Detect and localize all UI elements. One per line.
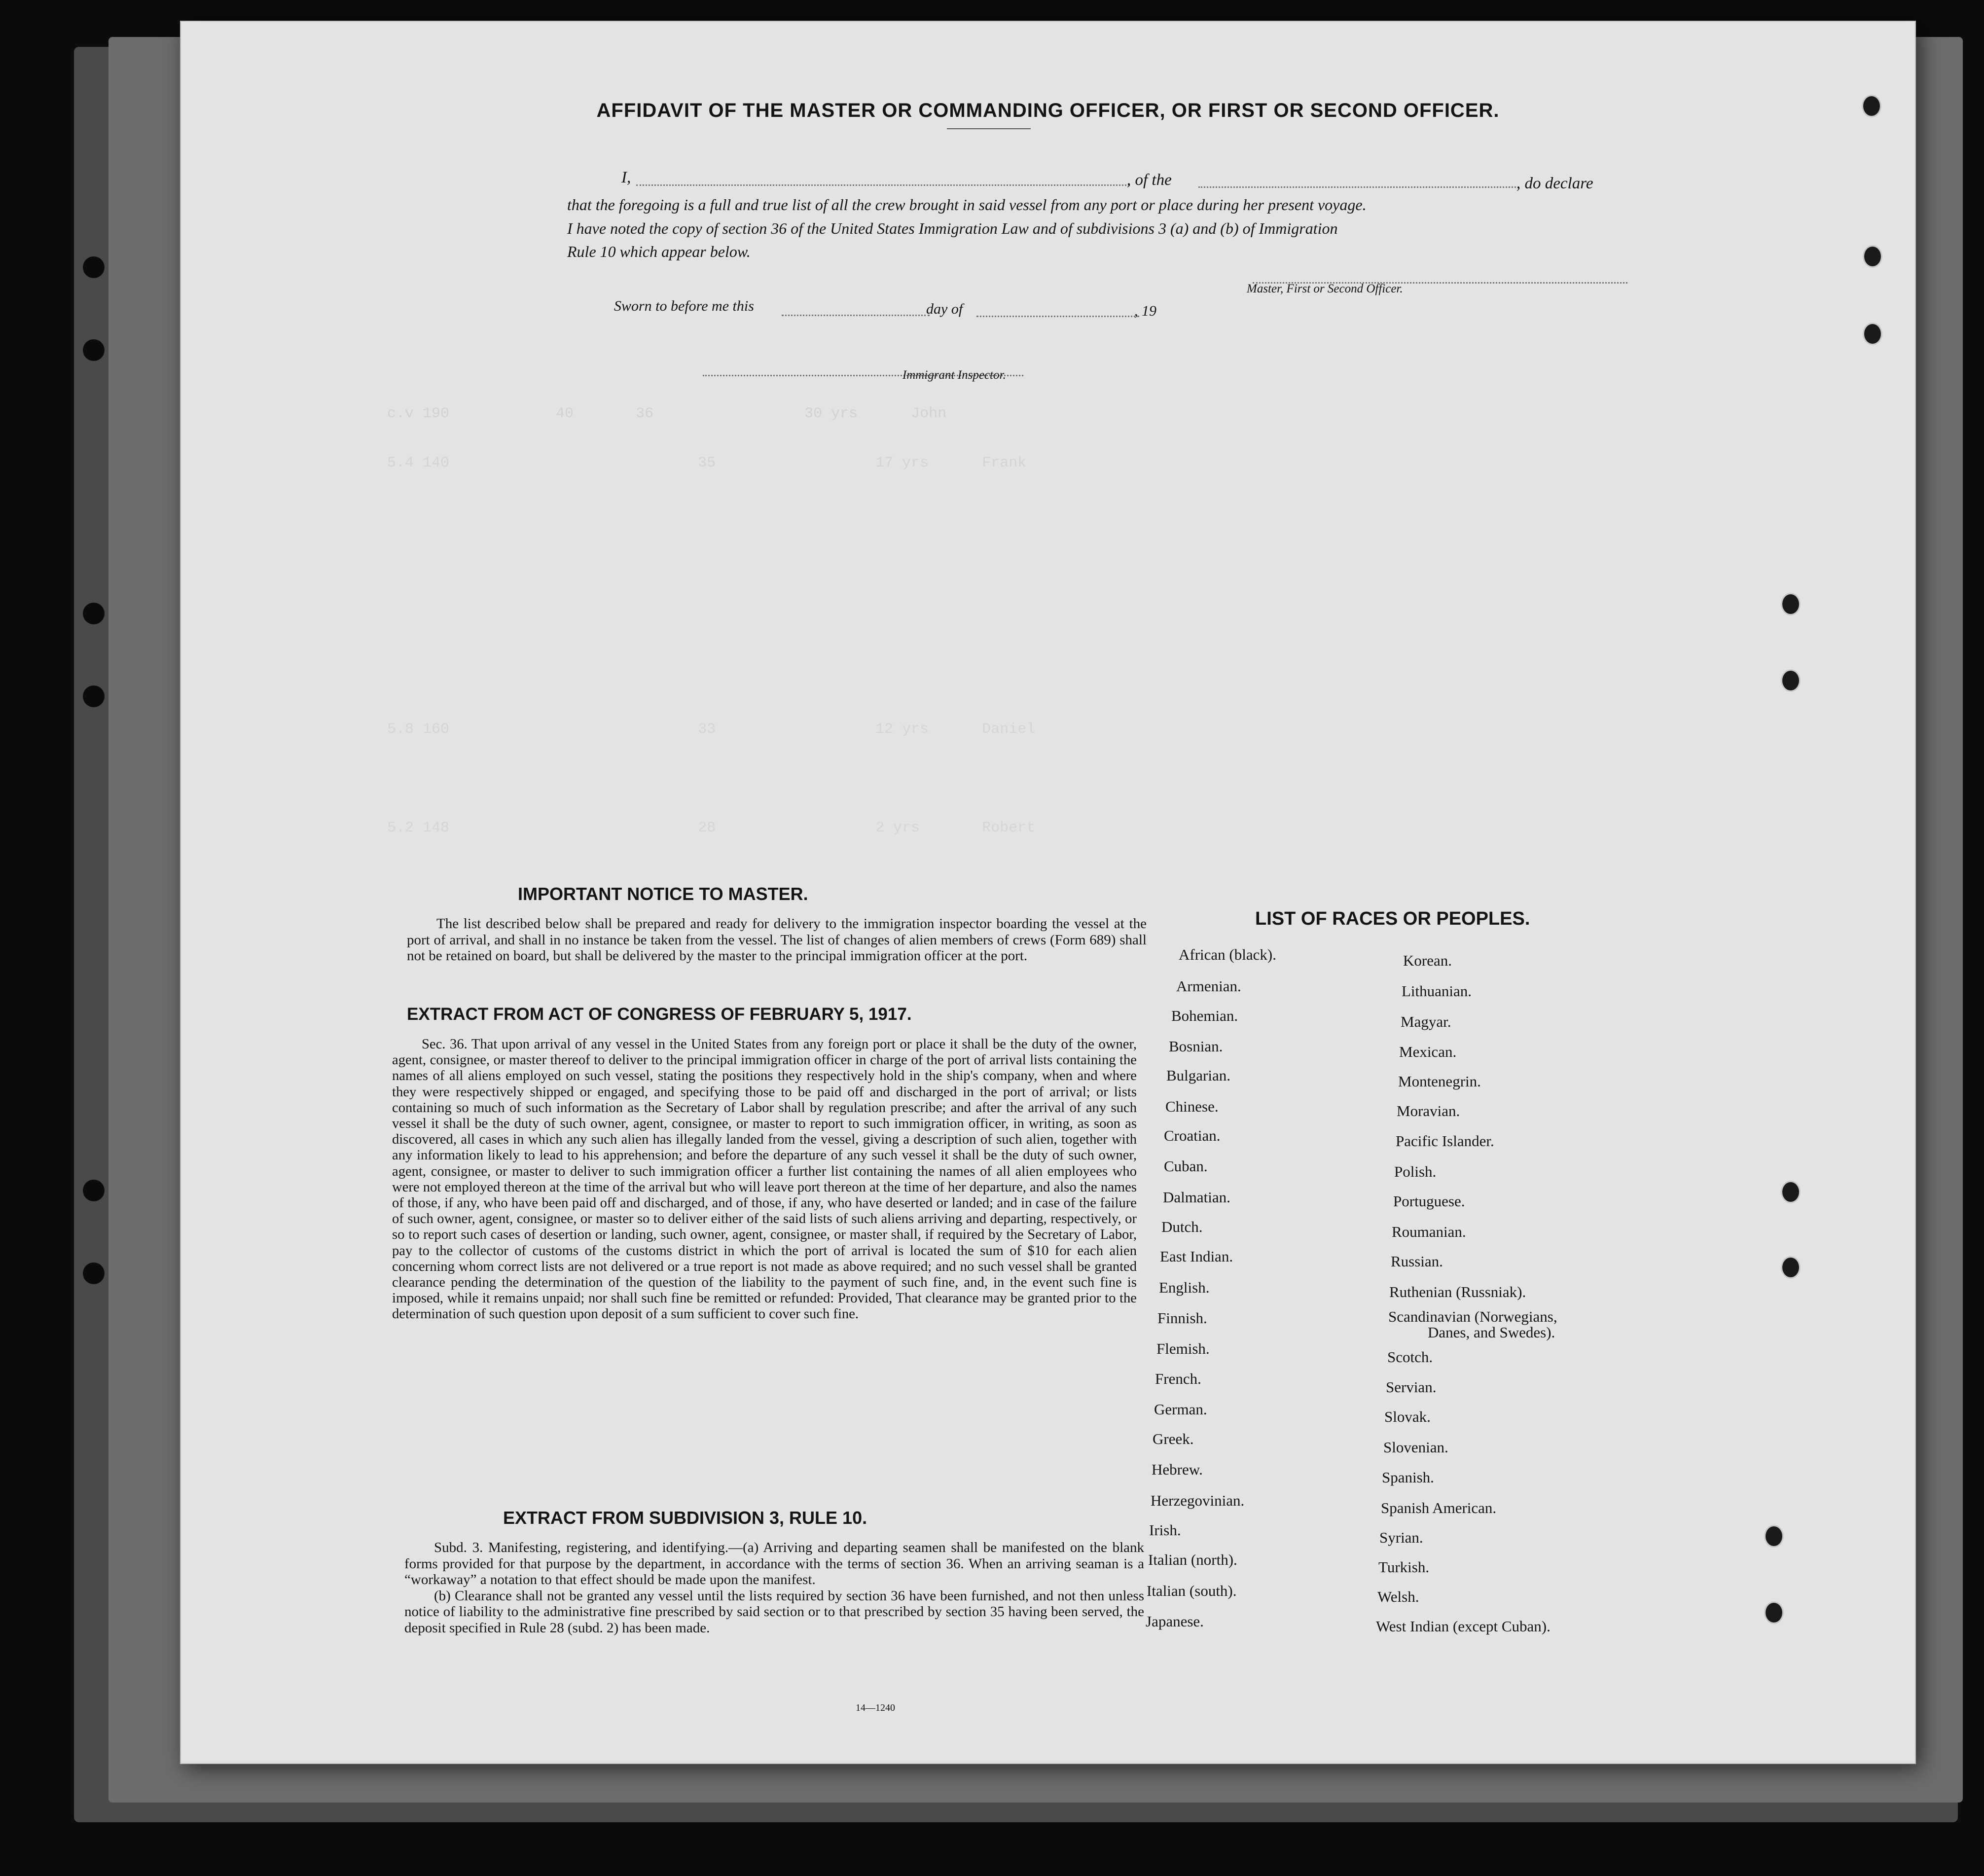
affidavit-line-2: that the foregoing is a full and true list of all the crew brought in said vessel from any port or place during her present voyage. xyxy=(567,196,1367,214)
race-list-item: Russian. xyxy=(1391,1253,1443,1270)
race-list-item: Greek. xyxy=(1153,1430,1194,1447)
punch-hole-icon xyxy=(1764,1601,1784,1624)
binder-hole-icon xyxy=(83,339,105,361)
rule-heading: EXTRACT FROM SUBDIVISION 3, RULE 10. xyxy=(503,1508,867,1528)
race-list-item: Italian (south). xyxy=(1147,1582,1237,1599)
master-signature-label: Master, First or Second Officer. xyxy=(1247,282,1403,295)
manifest-sheet xyxy=(180,21,1916,1764)
race-list-item: Welsh. xyxy=(1377,1588,1419,1605)
race-list-item: Bulgarian. xyxy=(1166,1067,1230,1084)
race-list-item: Lithuanian. xyxy=(1402,982,1472,1000)
race-list-item: West Indian (except Cuban). xyxy=(1376,1618,1551,1635)
race-list-item: Japanese. xyxy=(1146,1613,1204,1630)
race-list-item: Montenegrin. xyxy=(1398,1073,1481,1090)
punch-hole-icon xyxy=(1764,1525,1784,1548)
binder-hole-icon xyxy=(83,1180,105,1201)
race-list-item: English. xyxy=(1159,1279,1210,1296)
binder-hole-icon xyxy=(83,603,105,624)
race-list-item: Magyar. xyxy=(1401,1013,1451,1030)
notice-text xyxy=(407,916,1147,964)
race-list-item: Slovenian. xyxy=(1383,1439,1448,1456)
race-list-item: Scotch. xyxy=(1387,1348,1433,1366)
act-heading: EXTRACT FROM ACT OF CONGRESS OF FEBRUARY 5, 1917. xyxy=(407,1005,912,1024)
race-list-item: Herzegovinian. xyxy=(1151,1492,1245,1509)
punch-hole-icon xyxy=(1781,669,1801,692)
title-underline xyxy=(947,128,1031,129)
race-list-item: Armenian. xyxy=(1176,977,1241,995)
name-field[interactable] xyxy=(636,184,1129,186)
race-list-item: Ruthenian (Russniak). xyxy=(1389,1283,1526,1300)
race-list-item: Turkish. xyxy=(1378,1558,1430,1576)
race-list-item: Pacific Islander. xyxy=(1396,1132,1494,1150)
affidavit-i-label: I, xyxy=(621,169,631,186)
race-list-item: French. xyxy=(1155,1370,1201,1387)
races-heading: LIST OF RACES OR PEOPLES. xyxy=(1255,908,1530,929)
race-list-item: East Indian. xyxy=(1160,1248,1233,1265)
day-of-label: day of xyxy=(926,301,963,317)
race-list-item: Moravian. xyxy=(1397,1102,1460,1119)
bleed-through-text: c.v 190 40 36 30 yrs John xyxy=(387,405,947,422)
punch-hole-icon xyxy=(1781,1256,1801,1279)
race-list-item: Bosnian. xyxy=(1169,1038,1223,1055)
punch-hole-icon xyxy=(1781,1181,1801,1203)
sworn-label: Sworn to before me this xyxy=(614,298,754,314)
notice-paragraph: The list described below shall be prepared and ready for delivery to the immigration inspector boarding the vessel at the port of arrival, and shall in no instance be taken from the vessel. The list of changes of alien members of crews (Form 689) shall not be retained on board, but shall be delivered by the master to the principal immigration officer at the port. xyxy=(407,916,1147,964)
notice-heading: IMPORTANT NOTICE TO MASTER. xyxy=(518,884,808,904)
affidavit-declare-label: , do declare xyxy=(1516,175,1593,192)
race-list-item: Spanish. xyxy=(1382,1469,1434,1486)
binder-hole-icon xyxy=(83,685,105,707)
act-section-36: Sec. 36. That upon arrival of any vessel in the United States from any foreign port or place it shall be the duty of the owner, agent, consignee, or master thereof to deliver to the principal immigration officer in charge of the port of arrival lists containing the names of all aliens employed on such vessel, stating the positions they respectively hold in the ship's company, when and where they were respectively shipped or engaged, and specifying those to be paid off and discharged in the port of arrival; or lists containing so much of such information as the Secretary of Labor shall by regulation prescribe; and after the arrival of any such vessel it shall be the duty of such owner, agent, consignee, or master to report to such immigration officer, in writing, as soon as discovered, all cases in which any such alien has illegally landed from the vessel, giving a description of such alien, together with any information likely to lead to his apprehension; and before the departure of any such vessel it shall be the duty of such owner, agent, consignee, or master to deliver to such immigration officer a further list containing the names of all alien employees who were not employed thereon at the time of the arrival but who will leave port thereon at the time of her departure, and also the names of those, if any, who have been paid off and discharged, and of those, if any, who have deserted or landed; and in case of the failure of such owner, agent, consignee, or master so to deliver either of the said lists of such aliens arriving and departing, respectively, or so to report such cases of desertion or landing, such owner, agent, consignee, or master shall, if required by the Secretary of Labor, pay to the collector of customs of the customs district in which the port of arrival is located the sum of $10 for each alien concerning whom correct lists are not delivered or a true report is not made as above required; and no such vessel shall be granted clearance pending the determination of the question of the liability to the payment of such fine, and, in the event such fine is imposed, while it remains unpaid; nor shall such fine be remitted or refunded: Provided, That clearance may be granted prior to the determination of such question upon deposit of a sum sufficient to cover such fine. xyxy=(392,1037,1137,1322)
race-list-item: German. xyxy=(1154,1401,1207,1418)
act-text xyxy=(392,1037,1137,1323)
race-list-item: Syrian. xyxy=(1379,1529,1423,1546)
race-list-item: Roumanian. xyxy=(1392,1223,1466,1240)
vessel-field[interactable] xyxy=(1198,186,1519,188)
affidavit-of-the-label: , of the xyxy=(1127,171,1172,189)
bleed-through-text: 5.8 160 33 12 yrs Daniel xyxy=(387,721,1036,738)
race-list-item: Mexican. xyxy=(1399,1043,1457,1060)
race-list-item: Dutch. xyxy=(1161,1218,1203,1235)
race-list-item: Italian (north). xyxy=(1148,1551,1237,1568)
bleed-through-text: 5.4 140 35 17 yrs Frank xyxy=(387,455,1027,471)
race-list-item: Irish. xyxy=(1149,1521,1181,1539)
race-list-item: Slovak. xyxy=(1384,1408,1431,1425)
race-list-item: Flemish. xyxy=(1156,1340,1210,1357)
race-list-item: Dalmatian. xyxy=(1163,1189,1230,1206)
race-list-item: Hebrew. xyxy=(1152,1461,1203,1478)
year-label: , 19 xyxy=(1134,303,1156,319)
bleed-through-text: 5.2 148 28 2 yrs Robert xyxy=(387,820,1036,836)
binder-hole-icon xyxy=(83,256,105,278)
race-list-item: Spanish American. xyxy=(1381,1499,1497,1516)
punch-hole-icon xyxy=(1863,245,1882,268)
race-list-item: Chinese. xyxy=(1165,1098,1219,1115)
affidavit-line-3: I have noted the copy of section 36 of the United States Immigration Law and of subdivisions 3 (a) and (b) of Immigration xyxy=(567,219,1338,237)
form-number: 14—1240 xyxy=(856,1702,895,1713)
race-list-item: Danes, and Swedes). xyxy=(1428,1324,1555,1341)
affidavit-line-4: Rule 10 which appear below. xyxy=(567,243,751,260)
inspector-label: Immigrant Inspector. xyxy=(902,368,1006,382)
race-list-item: Korean. xyxy=(1403,952,1452,969)
rule-paragraph-a: Subd. 3. Manifesting, registering, and identifying.—(a) Arriving and departing seamen shall be manifested on the blank forms provided for that purpose by the department, in accordance with the terms of section 36. When an arriving seaman is a “workaway” a notation to that effect should be made upon the manifest. xyxy=(404,1540,1144,1587)
rule-text xyxy=(404,1540,1144,1636)
sworn-day-field[interactable] xyxy=(782,315,930,316)
punch-hole-icon xyxy=(1863,323,1882,345)
race-list-item: Croatian. xyxy=(1164,1127,1221,1144)
race-list-item: Polish. xyxy=(1394,1163,1437,1180)
binder-hole-icon xyxy=(83,1263,105,1284)
race-list-item: Scandinavian (Norwegians, xyxy=(1388,1308,1557,1325)
race-list-item: Servian. xyxy=(1386,1378,1437,1396)
race-list-item: Portuguese. xyxy=(1393,1192,1465,1210)
race-list-item: African (black). xyxy=(1179,946,1276,963)
punch-hole-icon xyxy=(1781,593,1801,615)
race-list-item: Cuban. xyxy=(1164,1157,1208,1175)
rule-paragraph-b: (b) Clearance shall not be granted any vessel until the lists required by section 36 have been furnished, and not then unless notice of liability to the administrative fine prescribed by said section or to that prescribed by section 35 having been served, the deposit specified in Rule 28 (subd. 2) has been made. xyxy=(404,1587,1144,1636)
affidavit-title: AFFIDAVIT OF THE MASTER OR COMMANDING OFFICER, OR FIRST OR SECOND OFFICER. xyxy=(596,100,1500,121)
race-list-item: Finnish. xyxy=(1157,1309,1207,1327)
sworn-month-field[interactable] xyxy=(976,316,1139,317)
race-list-item: Bohemian. xyxy=(1171,1007,1238,1024)
